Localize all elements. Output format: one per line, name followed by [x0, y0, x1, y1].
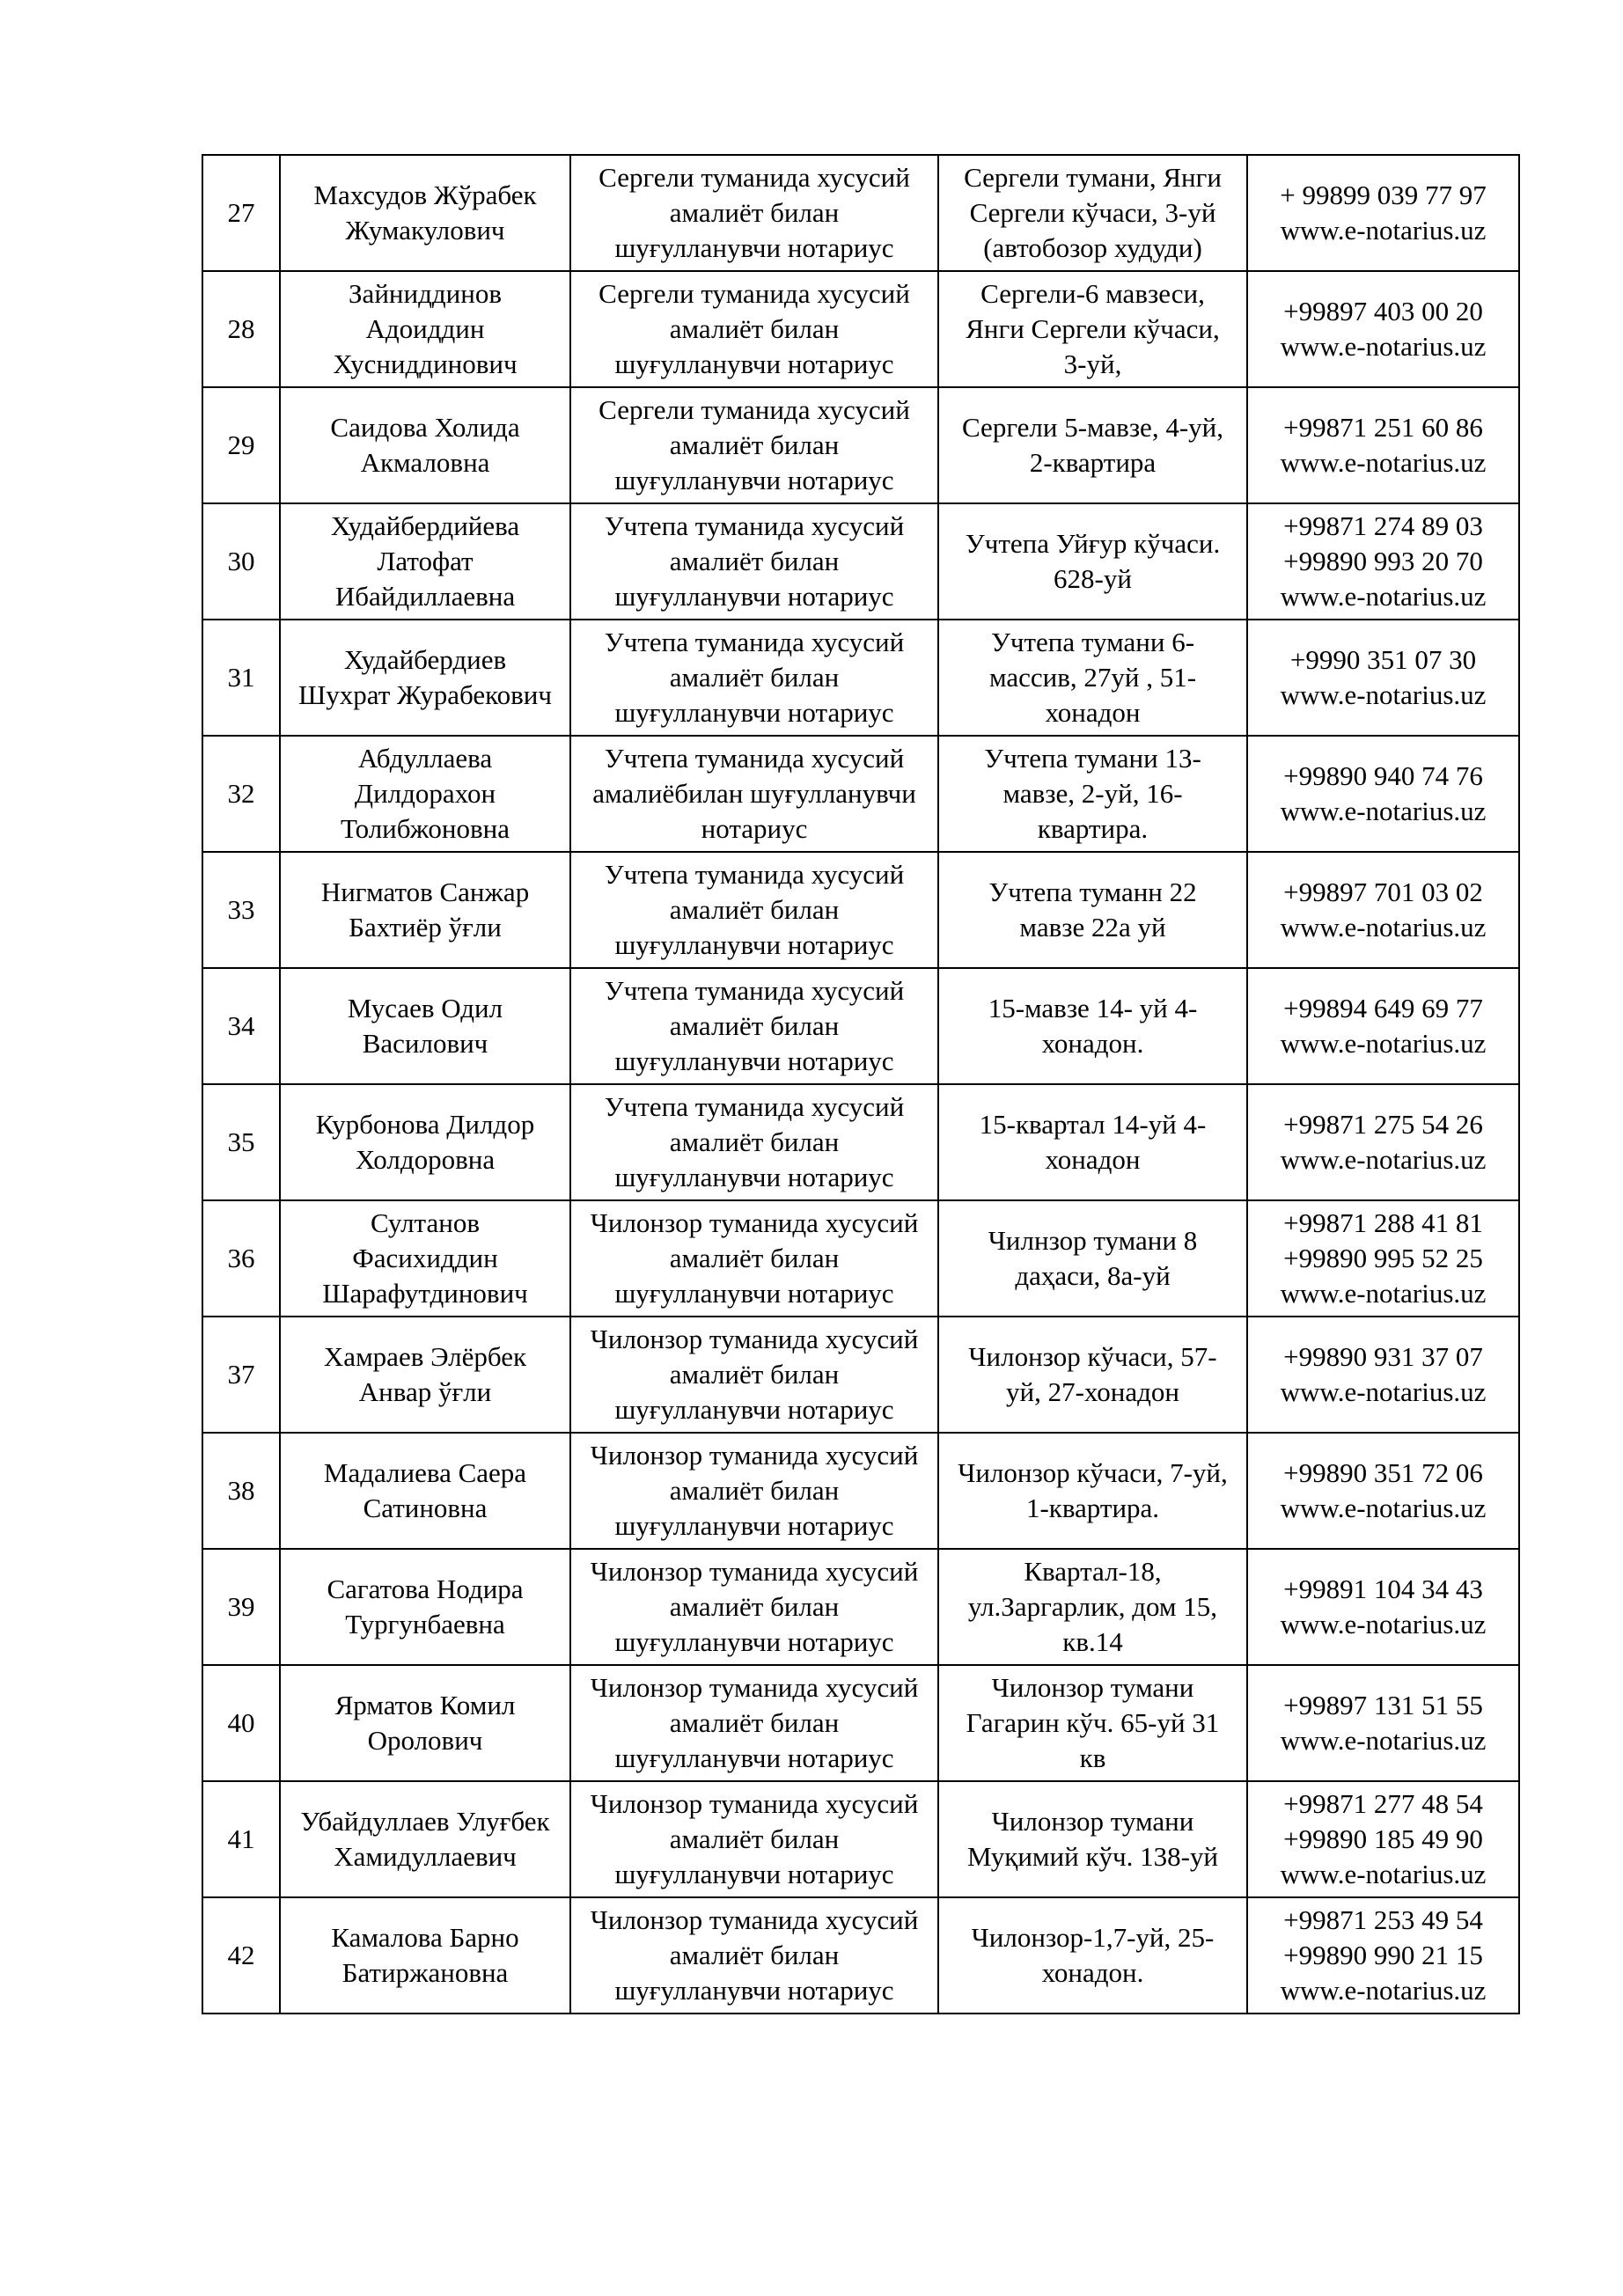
address-line: 2-квартира — [1029, 447, 1157, 478]
contact-cell — [1247, 271, 1519, 387]
contact-line: +99871 277 48 54 — [1283, 1788, 1483, 1819]
description-line: Чилонзор туманида хусусий — [590, 1788, 919, 1819]
address-line: квартира. — [1037, 813, 1149, 844]
description-line: амалиёт билан — [669, 1707, 840, 1738]
notary-name-line: Фасихиддин — [352, 1243, 498, 1273]
row-number-cell: 38 — [202, 1433, 280, 1549]
notary-name-line: Шухрат Журабекович — [298, 679, 552, 710]
description-line: амалиёт билан — [669, 1243, 840, 1273]
notary-name-line: Оролович — [367, 1725, 483, 1756]
address-line: 3-уй, — [1063, 348, 1122, 379]
notary-name-cell — [280, 387, 570, 503]
notary-name-line: Нигматов Санжар — [320, 877, 530, 907]
contact-line: +99871 274 89 03 — [1283, 510, 1483, 541]
address-line: Учтепа тумани 6- — [990, 627, 1195, 657]
notary-name-line: Абдуллаева — [357, 743, 493, 774]
contact-line: www.e-notarius.uz — [1280, 1376, 1487, 1407]
description-line: Учтепа туманида хусусий — [604, 743, 905, 774]
contact-cell — [1247, 1549, 1519, 1665]
description-cell — [570, 155, 938, 271]
description-line: Учтепа туманида хусусий — [604, 627, 905, 657]
description-cell — [570, 1665, 938, 1781]
notary-name-line: Хамидуллаевич — [334, 1841, 517, 1872]
address-line: мавзе 22а уй — [1019, 912, 1166, 943]
address-cell — [938, 271, 1247, 387]
description-line: Чилонзор туманида хусусий — [590, 1324, 919, 1354]
notary-name-line: Тургунбаевна — [345, 1609, 505, 1639]
description-cell — [570, 736, 938, 852]
notary-name-line: Холдоровна — [355, 1144, 496, 1175]
contact-cell — [1247, 1897, 1519, 2014]
notary-name-cell — [280, 1665, 570, 1781]
notary-name-line: Хусниддинович — [333, 348, 518, 379]
address-line: Чилонзор тумани — [991, 1672, 1194, 1703]
table-row — [202, 620, 1519, 736]
description-line: амалиёт билан — [669, 1475, 840, 1506]
notary-name-line: Василович — [362, 1028, 488, 1059]
description-line: амалиёт билан — [669, 1010, 840, 1041]
address-line: кв.14 — [1062, 1626, 1123, 1657]
contact-cell — [1247, 736, 1519, 852]
contact-line: www.e-notarius.uz — [1280, 679, 1487, 710]
contact-line: +99890 940 74 76 — [1283, 760, 1483, 791]
description-line: Учтепа туманида хусусий — [604, 1091, 905, 1122]
notary-name-cell — [280, 1433, 570, 1549]
row-number-cell: 34 — [202, 968, 280, 1084]
description-line: шуғулланувчи нотариус — [614, 581, 894, 612]
table-body — [202, 155, 1519, 2014]
contact-line: +99890 995 52 25 — [1283, 1243, 1483, 1273]
notary-name-line: Мусаев Одил — [347, 993, 503, 1023]
description-line: Учтепа туманида хусусий — [604, 859, 905, 890]
contact-line: www.e-notarius.uz — [1280, 581, 1487, 612]
notary-name-line: Бахтиёр ўғли — [349, 912, 502, 943]
description-line: Сергели туманида хусусий — [599, 162, 910, 193]
address-line: Чилонзор-1,7-уй, 25- — [971, 1922, 1215, 1953]
description-line: Учтепа туманида хусусий — [604, 510, 905, 541]
notary-name-line: Зайниддинов — [349, 278, 502, 309]
description-line: Чилонзор туманида хусусий — [590, 1904, 919, 1935]
contact-line: www.e-notarius.uz — [1280, 1278, 1487, 1309]
notary-name-line: Толибжоновна — [341, 813, 510, 844]
address-cell — [938, 736, 1247, 852]
description-line: амалиёт билан — [669, 429, 840, 460]
contact-cell — [1247, 1317, 1519, 1433]
contact-line: +99871 288 41 81 — [1283, 1207, 1483, 1238]
description-line: шуғулланувчи нотариус — [614, 1975, 894, 2006]
table-row — [202, 1897, 1519, 2014]
notary-name-cell — [280, 1781, 570, 1897]
address-line: ул.Заргарлик, дом 15, — [967, 1591, 1218, 1622]
contact-line: www.e-notarius.uz — [1280, 1493, 1487, 1523]
address-line: Квартал-18, — [1024, 1556, 1162, 1587]
contact-line: +99897 701 03 02 — [1283, 877, 1483, 907]
address-line: (автобозор худуди) — [983, 232, 1202, 263]
description-cell — [570, 1433, 938, 1549]
description-cell — [570, 387, 938, 503]
contact-cell — [1247, 852, 1519, 968]
description-cell — [570, 968, 938, 1084]
description-line: Сергели туманида хусусий — [599, 278, 910, 309]
table-row — [202, 1084, 1519, 1200]
description-line: Чилонзор туманида хусусий — [590, 1440, 919, 1471]
row-number-cell: 29 — [202, 387, 280, 503]
description-line: шуғулланувчи нотариус — [614, 1626, 894, 1657]
table-row — [202, 387, 1519, 503]
description-line: амалиёт билан — [669, 1940, 840, 1970]
address-cell — [938, 1549, 1247, 1665]
description-line: амалиёт билан — [669, 1359, 840, 1390]
contact-line: +99897 403 00 20 — [1283, 296, 1483, 326]
address-cell — [938, 852, 1247, 968]
contact-cell — [1247, 1433, 1519, 1549]
notary-name-line: Султанов — [371, 1207, 480, 1238]
contact-cell — [1247, 968, 1519, 1084]
address-line: Гагарин кўч. 65-уй 31 — [966, 1707, 1220, 1738]
address-line: Сергели 5-мавзе, 4-уй, — [962, 412, 1223, 443]
contact-line: www.e-notarius.uz — [1280, 215, 1487, 246]
description-line: амалиёт билан — [669, 1823, 840, 1854]
description-cell — [570, 620, 938, 736]
row-number-cell: 28 — [202, 271, 280, 387]
notary-name-line: Сагатова Нодира — [327, 1573, 524, 1604]
notary-name-line: Камалова Барно — [331, 1922, 519, 1953]
description-line: Сергели туманида хусусий — [599, 394, 910, 425]
notary-name-line: Курбонова Дилдор — [315, 1109, 535, 1140]
table-row — [202, 1781, 1519, 1897]
address-line: уй, 27-хонадон — [1006, 1376, 1179, 1407]
address-cell — [938, 387, 1247, 503]
notary-name-cell — [280, 1317, 570, 1433]
notary-name-line: Мадалиева Саера — [323, 1457, 527, 1488]
contact-cell — [1247, 620, 1519, 736]
row-number-cell: 32 — [202, 736, 280, 852]
row-number-cell: 39 — [202, 1549, 280, 1665]
address-cell — [938, 1781, 1247, 1897]
contact-line: + 99899 039 77 97 — [1280, 180, 1487, 210]
table-row — [202, 1317, 1519, 1433]
table-row — [202, 503, 1519, 620]
description-line: Чилонзор туманида хусусий — [590, 1556, 919, 1587]
row-number-cell: 31 — [202, 620, 280, 736]
address-line: даҳаси, 8а-уй — [1015, 1260, 1171, 1291]
notary-name-line: Ибайдиллаевна — [334, 581, 516, 612]
description-line: шуғулланувчи нотариус — [614, 929, 894, 960]
contact-line: www.e-notarius.uz — [1280, 1725, 1487, 1756]
description-cell — [570, 1897, 938, 2014]
contact-cell — [1247, 1084, 1519, 1200]
description-cell — [570, 852, 938, 968]
row-number-cell: 33 — [202, 852, 280, 968]
contact-line: www.e-notarius.uz — [1280, 331, 1487, 362]
description-line: шуғулланувчи нотариус — [614, 1045, 894, 1076]
address-cell — [938, 155, 1247, 271]
notary-name-line: Саидова Холида — [330, 412, 520, 443]
address-line: Учтепа Уйғур кўчаси. — [965, 528, 1221, 559]
address-line: массив, 27уй , 51- — [988, 662, 1197, 693]
description-line: амалиёт билан — [669, 662, 840, 693]
notary-name-line: Махсудов Жўрабек — [313, 180, 537, 210]
address-cell — [938, 620, 1247, 736]
row-number-cell: 37 — [202, 1317, 280, 1433]
address-line: хонадон. — [1041, 1957, 1144, 1988]
address-line: хонадон. — [1041, 1028, 1144, 1059]
contact-line: +99890 993 20 70 — [1283, 546, 1483, 576]
notary-name-cell — [280, 271, 570, 387]
address-cell — [938, 968, 1247, 1084]
notary-name-cell — [280, 1084, 570, 1200]
contact-line: www.e-notarius.uz — [1280, 1859, 1487, 1889]
contact-cell — [1247, 1200, 1519, 1317]
contact-line: www.e-notarius.uz — [1280, 1609, 1487, 1639]
contact-line: www.e-notarius.uz — [1280, 1028, 1487, 1059]
description-line: амалиёт билан — [669, 197, 840, 228]
description-line: амалиёт билан — [669, 1126, 840, 1157]
description-line: амалиёт билан — [669, 1591, 840, 1622]
notary-name-cell — [280, 1200, 570, 1317]
notary-name-cell — [280, 620, 570, 736]
contact-cell — [1247, 503, 1519, 620]
description-line: Чилонзор туманида хусусий — [590, 1672, 919, 1703]
description-cell — [570, 1317, 938, 1433]
notary-name-line: Шарафутдинович — [322, 1278, 528, 1309]
address-cell — [938, 1317, 1247, 1433]
description-line: амалиёбилан шуғулланувчи — [592, 778, 916, 809]
description-line: нотариус — [701, 813, 808, 844]
contact-line: +99871 253 49 54 — [1283, 1904, 1483, 1935]
table-row — [202, 1433, 1519, 1549]
address-line: мавзе, 2-уй, 16- — [1002, 778, 1183, 809]
contact-line: www.e-notarius.uz — [1280, 1144, 1487, 1175]
notary-name-line: Жумакулович — [345, 215, 505, 246]
notary-name-cell — [280, 1549, 570, 1665]
table-row — [202, 271, 1519, 387]
address-line: Сергели кўчаси, 3-уй — [969, 197, 1216, 228]
address-line: Сергели тумани, Янги — [964, 162, 1222, 193]
description-line: шуғулланувчи нотариус — [614, 1859, 894, 1889]
row-number-cell: 41 — [202, 1781, 280, 1897]
contact-line: +99891 104 34 43 — [1283, 1573, 1483, 1604]
description-cell — [570, 1200, 938, 1317]
contact-line: +99890 185 49 90 — [1283, 1823, 1483, 1854]
row-number-cell: 35 — [202, 1084, 280, 1200]
description-line: шуғулланувчи нотариус — [614, 1742, 894, 1773]
table-row — [202, 736, 1519, 852]
notary-name-cell — [280, 503, 570, 620]
notary-name-line: Анвар ўғли — [358, 1376, 492, 1407]
notary-name-cell — [280, 736, 570, 852]
contact-cell — [1247, 155, 1519, 271]
notary-name-line: Сатиновна — [363, 1493, 488, 1523]
row-number-cell: 42 — [202, 1897, 280, 2014]
contact-line: www.e-notarius.uz — [1280, 796, 1487, 826]
contact-line: www.e-notarius.uz — [1280, 912, 1487, 943]
description-cell — [570, 271, 938, 387]
notary-name-line: Хамраев Элёрбек — [323, 1341, 527, 1372]
notary-name-cell — [280, 155, 570, 271]
table-row — [202, 1665, 1519, 1781]
contact-line: +99894 649 69 77 — [1283, 993, 1483, 1023]
description-line: шуғулланувчи нотариус — [614, 1510, 894, 1541]
description-line: шуғулланувчи нотариус — [614, 1278, 894, 1309]
description-line: шуғулланувчи нотариус — [614, 697, 894, 728]
contact-line: +99890 990 21 15 — [1283, 1940, 1483, 1970]
notary-name-line: Худайбердийева — [330, 510, 520, 541]
description-cell — [570, 1084, 938, 1200]
notary-name-line: Батиржановна — [341, 1957, 509, 1988]
description-line: амалиёт билан — [669, 546, 840, 576]
row-number-cell: 30 — [202, 503, 280, 620]
description-line: шуғулланувчи нотариус — [614, 348, 894, 379]
contact-line: +99897 131 51 55 — [1283, 1690, 1483, 1720]
notary-name-line: Дилдорахон — [354, 778, 496, 809]
notary-name-line: Латофат — [377, 546, 474, 576]
row-number-cell: 27 — [202, 155, 280, 271]
address-line: Янги Сергели кўчаси, — [966, 313, 1220, 344]
address-cell — [938, 1665, 1247, 1781]
contact-line: +99890 931 37 07 — [1283, 1341, 1483, 1372]
table-row — [202, 1549, 1519, 1665]
address-line: Учтепа туманн 22 — [988, 877, 1197, 907]
notary-name-line: Ярматов Комил — [334, 1690, 516, 1720]
address-line: хонадон — [1045, 697, 1141, 728]
address-line: Сергели-6 мавзеси, — [980, 278, 1205, 309]
row-number-cell: 40 — [202, 1665, 280, 1781]
address-line: Муқимий кўч. 138-уй — [966, 1841, 1219, 1872]
address-line: 1-квартира. — [1025, 1493, 1160, 1523]
address-cell — [938, 1433, 1247, 1549]
address-line: Чилонзор тумани — [991, 1806, 1194, 1837]
contact-line: www.e-notarius.uz — [1280, 1975, 1487, 2006]
address-cell — [938, 1897, 1247, 2014]
description-line: амалиёт билан — [669, 313, 840, 344]
address-line: 628-уй — [1054, 563, 1132, 594]
contact-line: +99871 251 60 86 — [1283, 412, 1483, 443]
description-line: шуғулланувчи нотариус — [614, 1394, 894, 1425]
address-line: Чилонзор кўчаси, 7-уй, — [958, 1457, 1228, 1488]
contact-line: www.e-notarius.uz — [1280, 447, 1487, 478]
table-row — [202, 852, 1519, 968]
address-line: хонадон — [1045, 1144, 1141, 1175]
address-cell — [938, 1200, 1247, 1317]
contact-line: +99890 351 72 06 — [1283, 1457, 1483, 1488]
description-cell — [570, 1781, 938, 1897]
notary-table — [202, 154, 1520, 2014]
description-line: Учтепа туманида хусусий — [604, 975, 905, 1006]
address-cell — [938, 503, 1247, 620]
description-line: шуғулланувчи нотариус — [614, 1162, 894, 1192]
address-line: кв — [1079, 1742, 1106, 1773]
address-line: 15-мавзе 14- уй 4- — [988, 993, 1198, 1023]
notary-name-line: Убайдуллаев Улуғбек — [300, 1806, 550, 1837]
table-row — [202, 1200, 1519, 1317]
notary-name-line: Адоиддин — [365, 313, 485, 344]
notary-name-cell — [280, 1897, 570, 2014]
table-row — [202, 968, 1519, 1084]
contact-cell — [1247, 1665, 1519, 1781]
address-line: Учтепа тумани 13- — [984, 743, 1201, 774]
address-cell — [938, 1084, 1247, 1200]
address-line: 15-квартал 14-уй 4- — [979, 1109, 1207, 1140]
description-line: амалиёт билан — [669, 894, 840, 925]
notary-name-line: Акмаловна — [360, 447, 490, 478]
description-line: шуғулланувчи нотариус — [614, 465, 894, 495]
description-line: шуғулланувчи нотариус — [614, 232, 894, 263]
notary-name-line: Худайбердиев — [343, 644, 507, 675]
address-line: Чилнзор тумани 8 — [988, 1225, 1198, 1256]
contact-line: +99871 275 54 26 — [1283, 1109, 1483, 1140]
contact-cell — [1247, 1781, 1519, 1897]
contact-line: +9990 351 07 30 — [1289, 644, 1477, 675]
contact-cell — [1247, 387, 1519, 503]
description-line: Чилонзор туманида хусусий — [590, 1207, 919, 1238]
address-line: Чилонзор кўчаси, 57- — [968, 1341, 1217, 1372]
notary-name-cell — [280, 852, 570, 968]
row-number-cell: 36 — [202, 1200, 280, 1317]
table-row — [202, 155, 1519, 271]
notary-name-cell — [280, 968, 570, 1084]
description-cell — [570, 1549, 938, 1665]
description-cell — [570, 503, 938, 620]
